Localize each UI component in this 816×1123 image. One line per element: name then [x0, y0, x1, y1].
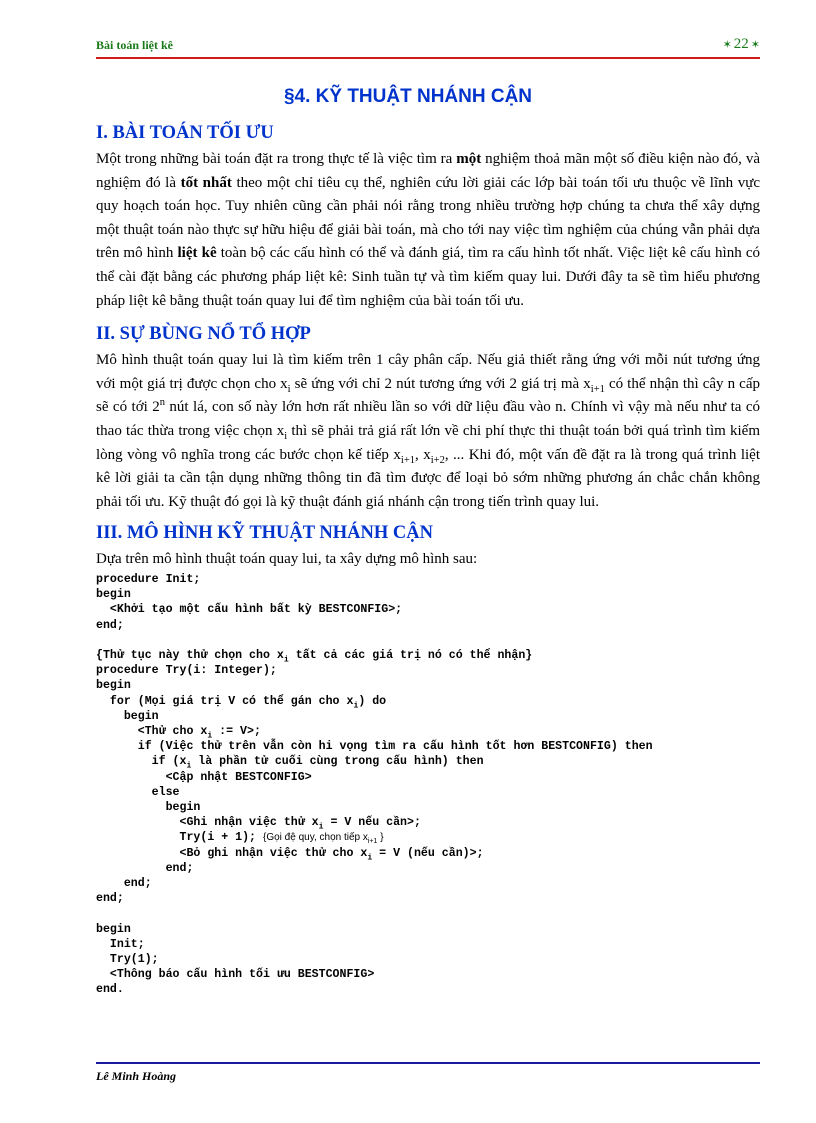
page-number: 22 [733, 36, 749, 52]
section-3-heading: III. MÔ HÌNH KỸ THUẬT NHÁNH CẬN [96, 523, 433, 544]
section-1-paragraph: Một trong những bài toán đặt ra trong thực tế là việc tìm ra một nghiệm thoả mãn một số điều kiện nào đó, và nghiệm đó là tốt nhất theo một chỉ tiêu cụ thể, nghiên cứu lời giải các lớp bài toán tối ưu thuộc về lĩnh vực quy hoạch toán học. Tuy nhiên cũng cần phải nói rằng trong nhiều trường hợp chúng ta chưa thể xây dựng một thuật toán nào thực sự hữu hiệu để giải bài toán, mà cho tới nay việc tìm nghiệm của chúng vẫn phải dựa trên mô hình liệt kê toàn bộ các cấu hình có thể và đánh giá, tìm ra cấu hình tốt nhất. Việc liệt kê cấu hình có thể cài đặt bằng các phương pháp liệt kê: Sinh tuần tự và tìm kiếm quay lui. Dưới đây ta sẽ tìm hiểu phương pháp liệt kê bằng thuật toán quay lui để tìm nghiệm của bài toán tối ưu. [96, 151, 760, 309]
footer-author: Lê Minh Hoàng [96, 1069, 177, 1083]
main-content [96, 120, 760, 998]
section-1-heading: I. BÀI TOÁN TỐI ƯU [96, 123, 274, 143]
page-number-block [723, 36, 760, 53]
section-2-heading: II. SỰ BÙNG NỔ TỔ HỢP [96, 324, 311, 345]
ornament-left-icon: ✶ [722, 39, 732, 51]
header-rule [96, 57, 760, 59]
section-3-intro: Dựa trên mô hình thuật toán quay lui, ta xây dựng mô hình sau: [96, 551, 478, 568]
ornament-right-icon: ✶ [750, 39, 760, 51]
section-2-paragraph: Mô hình thuật toán quay lui là tìm kiếm trên 1 cây phân cấp. Nếu giả thiết rằng ứng với mỗi nút tương ứng với một giá trị được chọn cho $x_i$ sẽ ứng với chỉ 2 nút tương ứng với 2 giá trị mà $x_{i+1}$ có thể nhận thì cây n cấp sẽ có tới 2$^n$ nút lá, con số này lớn hơn rất nhiều lần so với dữ liệu đầu vào n. Chính vì vậy mà nếu như ta có thao tác thừa trong việc chọn $x_i$ thì sẽ phải trả giá rất lớn về chi phí thực thi thuật toán bởi quá trình tìm kiếm lòng vòng vô nghĩa trong các bước chọn kế tiếp $x_{i+1}$, $x_{i+2}$, ... Khi đó, một vấn đề đặt ra là trong quá trình liệt kê lời giải ta cần tận dụng những thông tin đã tìm được để loại bỏ sớm những phương án chắc chắn không phải tối ưu. Kỹ thuật đó gọi là kỹ thuật đánh giá nhánh cận trong tiến trình quay lui. [96, 352, 761, 510]
pseudocode-block: procedure Init; begin <Khởi tạo một cấu hình bất kỳ BESTCONFIG>; end; {Thử tục này thử chọn cho $x_i$ tất cả các giá trị nó có thể nhận} procedure Try(i: Integer); begin for (Mọi giá trị V có thể gán cho $x_i$) do begin <Thử cho $x_i$ := V>; if (Việc thử trên vẫn còn hi vọng tìm ra cấu hình tốt hơn BESTCONFIG) then if ($x_i$ là phần tử cuối cùng trong cấu hình) then <Cập nhật BESTCONFIG> else begin <Ghi nhận việc thử $x_i = V$ nếu cần>; Try(i + 1); {Gọi đệ quy, chọn tiếp $x_{i+1}$ } <Bỏ ghi nhận việc thử cho $x_i = V$ (nếu cần)>; end; end; end; begin Init; Try(1); <Thông báo cấu hình tối ưu BESTCONFIG> end. [96, 572, 653, 997]
chapter-title: §4. KỸ THUẬT NHÁNH CẬN [283, 86, 533, 107]
running-header-title: Bài toán liệt kê [96, 38, 173, 52]
recursion-comment: {Gọi đệ quy, chọn tiếp $x_{i+1}$ } [262, 832, 384, 846]
footer-rule [96, 1062, 760, 1064]
